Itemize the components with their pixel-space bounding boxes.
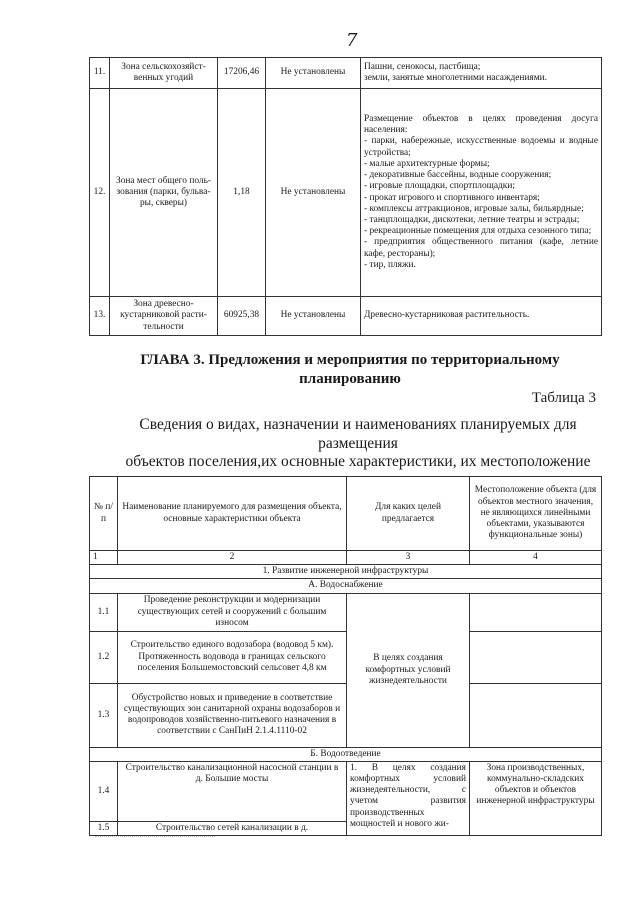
row-number: 1.3 xyxy=(90,683,118,747)
row-location xyxy=(470,593,602,631)
table-row xyxy=(90,297,602,336)
row-location xyxy=(470,631,602,683)
zone-name: Зона древесно-кустарниковой расти-тельности xyxy=(110,297,218,336)
header-purpose: Для каких целей предлагается xyxy=(347,477,470,551)
row-location xyxy=(470,683,602,747)
subsection-title: А. Водоснабжение xyxy=(90,579,602,593)
page-number: 7 xyxy=(346,30,358,51)
table-number: Таблица 3 xyxy=(531,390,596,406)
zones-table xyxy=(89,57,602,336)
header-location: Местоположение объекта (для объектов местного значения, не являющихся линейными объектами, указываются функциональные зоны) xyxy=(470,477,602,551)
zone-limits: Не установлены xyxy=(266,89,361,297)
row-purpose: В целях создания комфортных условий жизнедеятельности xyxy=(347,593,470,747)
zone-limits: Не установлены xyxy=(266,297,361,336)
row-name: Обустройство новых и приведение в соответствие существующих зон санитарной охраны водозаборов и водопроводов хозяйственно-питьевого назначения в соответствии с СанПиН 2.1.4.1110-02 xyxy=(118,683,347,747)
zone-usage: Размещение объектов в целях проведения досуга населения: - парки, набережные, искусственные водоемы и водные устройства; - малые архитектурные формы; - декоративные бассейны, водные сооружения; - игровые площадки, спортплощадки; - прокат игрового и спортивного инвентаря; - комплексы аттракционов, игровые залы, бильярдные; - танцплощадки, дискотеки, летние театры и эстрады; - рекреационные помещения для отдыха сезонного типа; - предприятия общественного питания (кафе, летние кафе, рестораны); - тир, пляжи. xyxy=(361,89,602,297)
zone-area: 1,18 xyxy=(218,89,266,297)
subsection-row xyxy=(90,579,602,593)
zone-name: Зона мест общего поль-зования (парки, бульва-ры, скверы) xyxy=(110,89,218,297)
table-row xyxy=(90,761,602,821)
row-number: 1.2 xyxy=(90,631,118,683)
section-title: 1. Развитие инженерной инфраструктуры xyxy=(90,565,602,579)
row-number: 1.4 xyxy=(90,761,118,821)
zone-number: 13. xyxy=(90,297,110,336)
header-row xyxy=(90,477,602,551)
row-name: Строительство сетей канализации в д. xyxy=(118,821,347,835)
chapter-title: ГЛАВА 3. Предложения и мероприятия по территориальному планированию xyxy=(140,352,560,387)
subsection-row xyxy=(90,747,602,761)
zone-name: Зона сельскохозяйст-венных угодий xyxy=(110,58,218,89)
zone-number: 11. xyxy=(90,58,110,89)
row-name: Строительство единого водозабора (водовод 5 км). Протяженность водовода в границах сельского поселения Большемостовский сельсовет 4,8 км xyxy=(118,631,347,683)
zone-limits: Не установлены xyxy=(266,58,361,89)
row-number: 1.5 xyxy=(90,821,118,835)
planned-objects-table xyxy=(89,476,602,836)
row-purpose: 1. В целях создания комфортных условий жизнедеятельности, с учетом развития производственных мощностей и нового жи- xyxy=(347,761,470,835)
subsection-title: Б. Водоотведение xyxy=(90,747,602,761)
table-caption-line2: объектов поселения,их основные характеристики, их местоположение xyxy=(125,453,591,470)
section-row xyxy=(90,565,602,579)
table-row xyxy=(90,631,602,683)
header-name: Наименование планируемого для размещения объекта, основные характеристики объекта xyxy=(118,477,347,551)
header-num: № п/п xyxy=(90,477,118,551)
table-row xyxy=(90,683,602,747)
zone-number: 12. xyxy=(90,89,110,297)
table-row xyxy=(90,58,602,89)
zone-area: 17206,46 xyxy=(218,58,266,89)
table-caption-line1: Сведения о видах, назначении и наименованиях планируемых для размещения xyxy=(139,416,577,452)
zone-area: 60925,38 xyxy=(218,297,266,336)
table-row xyxy=(90,593,602,631)
zone-usage: Пашни, сенокосы, пастбища; земли, занятые многолетними насаждениями. xyxy=(361,58,602,89)
column-number-row: 1 2 3 4 xyxy=(90,551,602,565)
table-row xyxy=(90,89,602,297)
row-name: Проведение реконструкции и модернизации существующих сетей и сооружений с большим износом xyxy=(118,593,347,631)
scan-artifact xyxy=(95,836,215,838)
row-number: 1.1 xyxy=(90,593,118,631)
row-location: Зона производственных, коммунально-складских объектов и объектов инженерной инфраструктуры xyxy=(470,761,602,835)
zone-usage: Древесно-кустарниковая растительность. xyxy=(361,297,602,336)
row-name: Строительство канализационной насосной станции в д. Большие мосты xyxy=(118,761,347,821)
